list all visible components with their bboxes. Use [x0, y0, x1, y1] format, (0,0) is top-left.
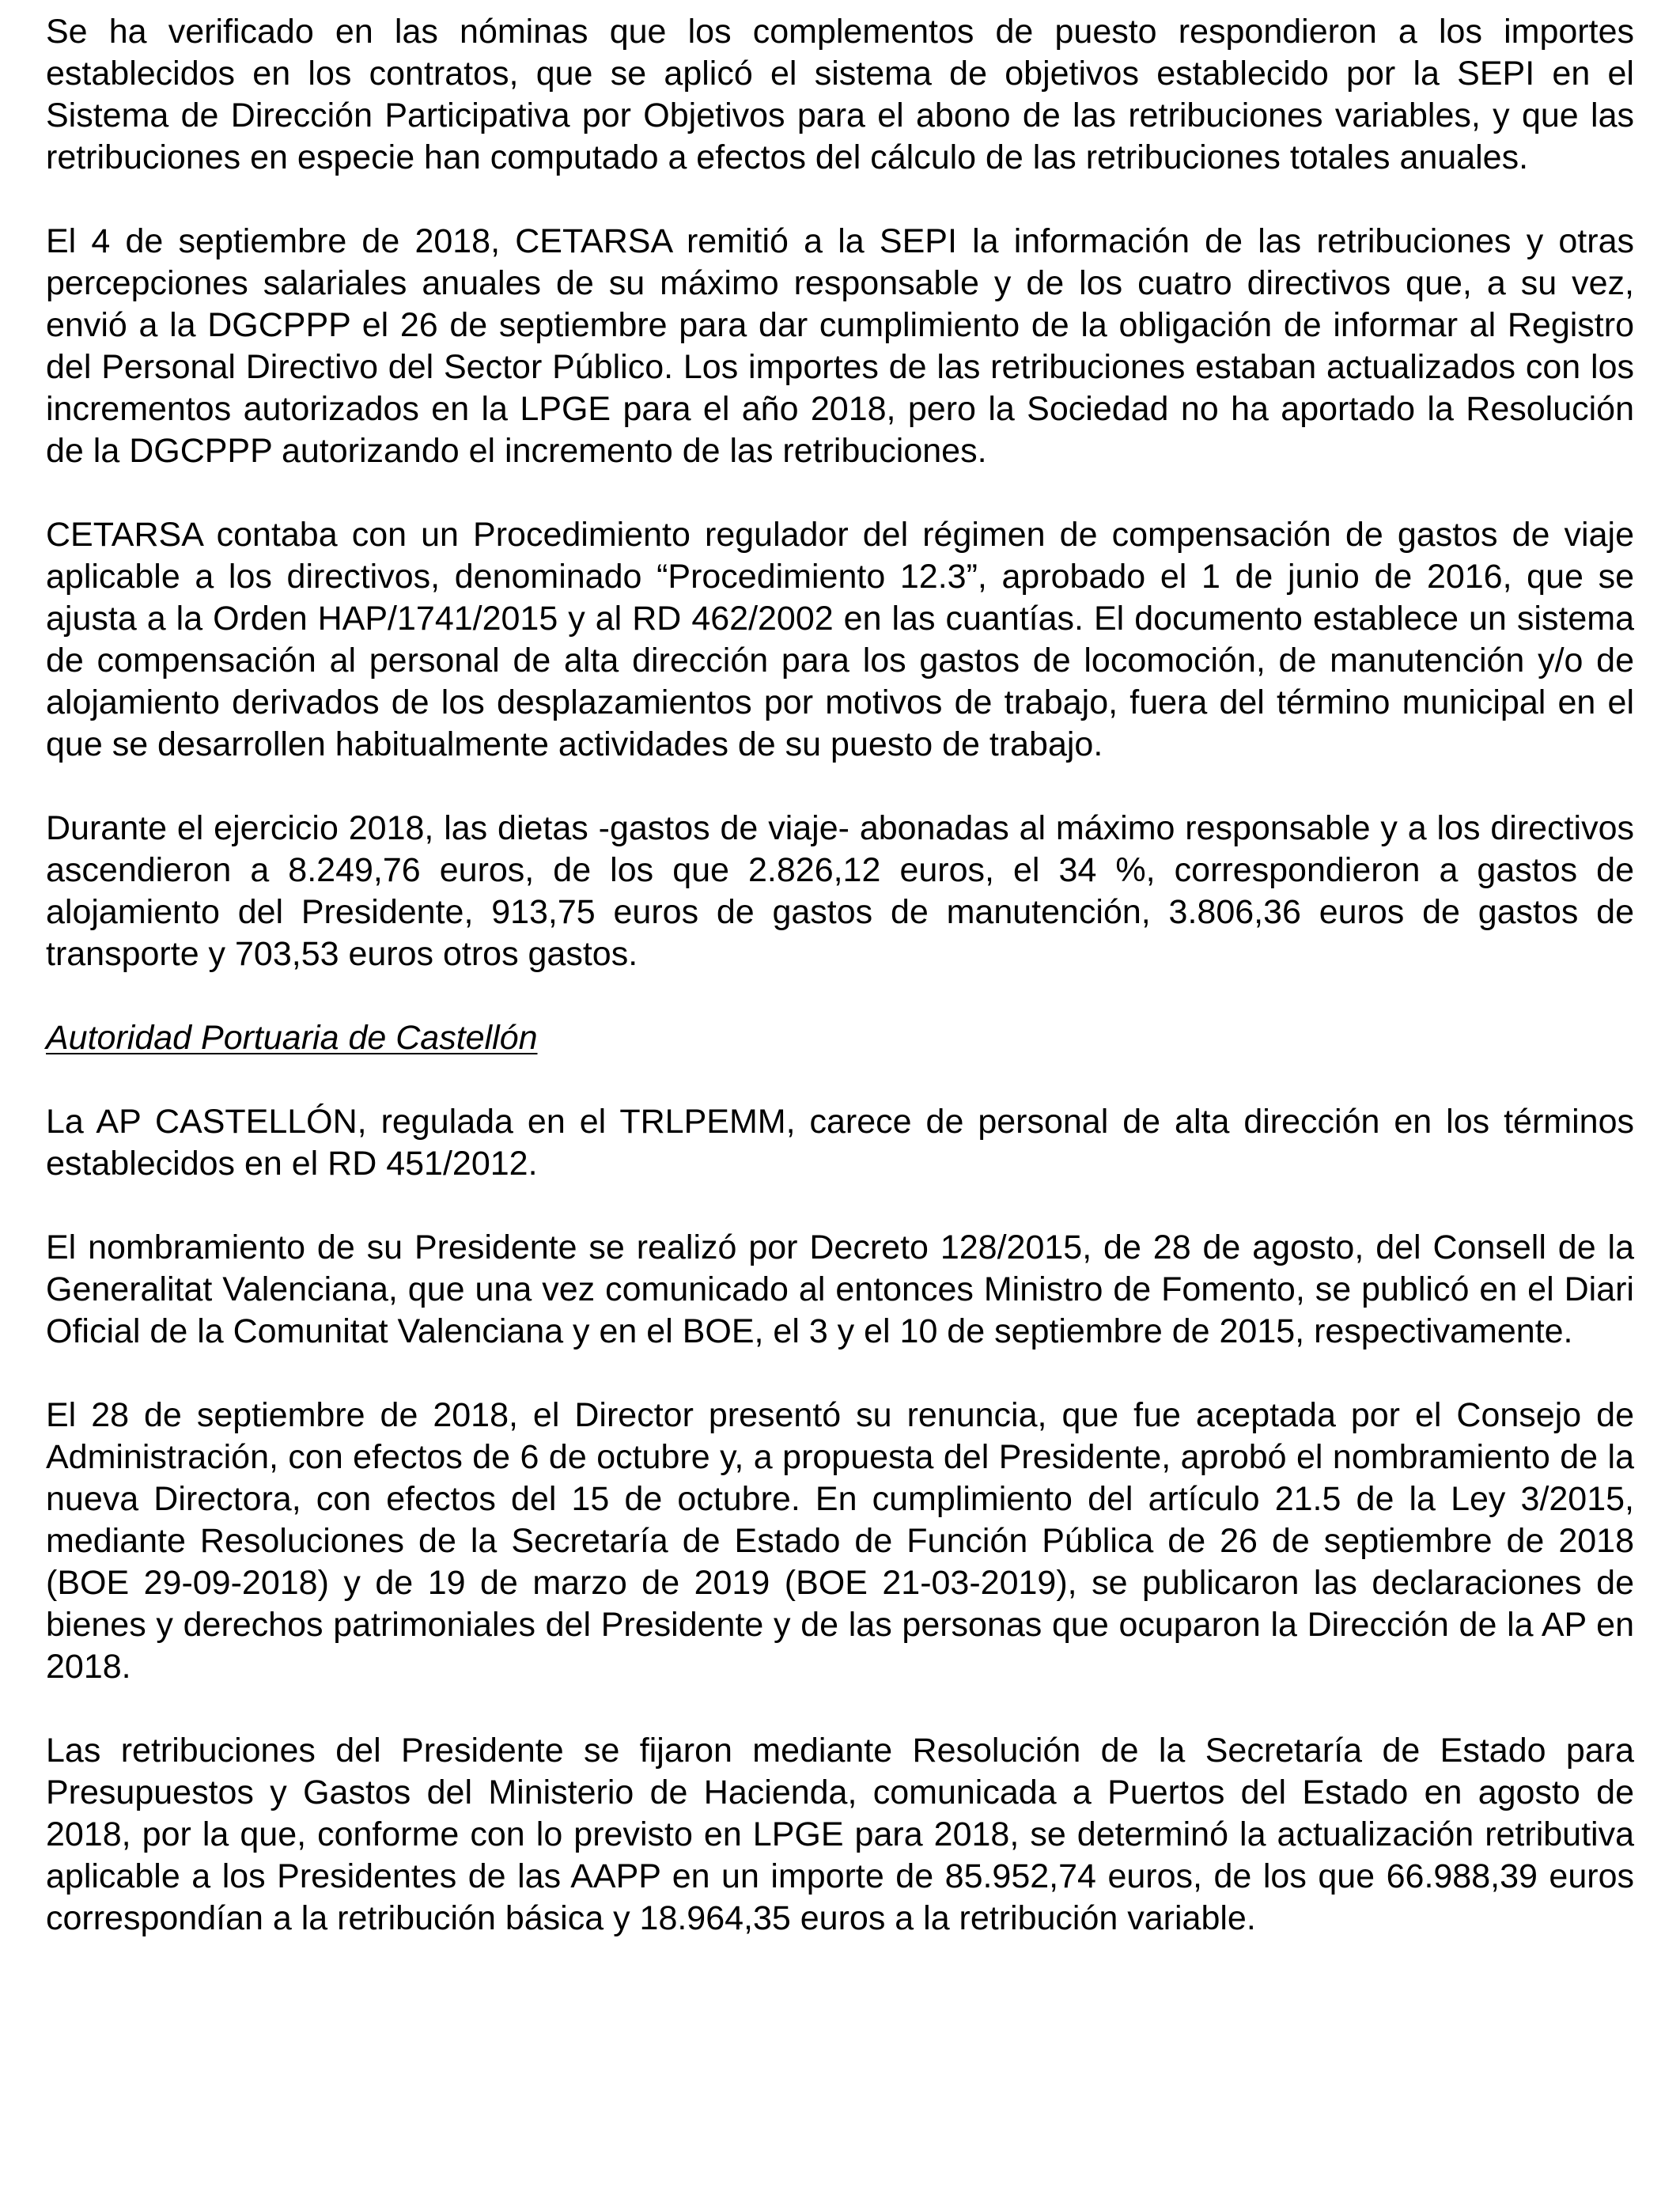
paragraph-renuncia-director: El 28 de septiembre de 2018, el Director presentó su renuncia, que fue aceptada por el Consejo de Administración, con efectos de 6 de octubre y, a propuesta del Presidente, aprobó el nombramiento de la nueva Directora, con efectos del 15 de octubre. En cumplimiento del artículo 21.5 de la Ley 3/2015, mediante Resoluciones de la Secretaría de Estado de Función Pública de 26 de septiembre de 2018 (BOE 29-09-2018) y de 19 de marzo de 2019 (BOE 21-03-2019), se publicaron las declaraciones de bienes y derechos patrimoniales del Presidente y de las personas que ocuparon la Dirección de la AP en 2018. — [46, 1396, 1634, 1686]
paragraph-cetarsa-sepi-retribuciones: El 4 de septiembre de 2018, CETARSA remitió a la SEPI la información de las retribuciones y otras percepciones salariales anuales de su máximo responsable y de los cuatro directivos que, a su vez, envió a la DGCPPP el 26 de septiembre para dar cumplimiento de la obligación de informar al Registro del Personal Directivo del Sector Público. Los importes de las retribuciones estaban actualizados con los incrementos autorizados en la LPGE para el año 2018, pero la Sociedad no ha aportado la Resolución de la DGCPPP autorizando el incremento de las retribuciones. — [46, 222, 1634, 470]
paragraph-nominas-complementos: Se ha verificado en las nóminas que los complementos de puesto respondieron a los importes establecidos en los contratos, que se aplicó el sistema de objetivos establecido por la SEPI en el Sistema de Dirección Participativa por Objetivos para el abono de las retribuciones variables, y que las retribuciones en especie han computado a efectos del cálculo de las retribuciones totales anuales. — [46, 13, 1634, 176]
paragraph-nombramiento-presidente: El nombramiento de su Presidente se realizó por Decreto 128/2015, de 28 de agosto, del Consell de la Generalitat Valenciana, que una vez comunicado al entonces Ministro de Fomento, se publicó en el Diari Oficial de la Comunitat Valenciana y en el BOE, el 3 y el 10 de septiembre de 2015, respectivamente. — [46, 1228, 1634, 1350]
document-page — [46, 11, 1634, 1982]
section-heading-ap-castellon: Autoridad Portuaria de Castellón — [46, 1019, 538, 1057]
paragraph-procedimiento-gastos-viaje: CETARSA contaba con un Procedimiento regulador del régimen de compensación de gastos de viaje aplicable a los directivos, denominado “Procedimiento 12.3”, aprobado el 1 de junio de 2016, que se ajusta a la Orden HAP/1741/2015 y al RD 462/2002 en las cuantías. El documento establece un sistema de compensación al personal de alta dirección para los gastos de locomoción, de manutención y/o de alojamiento derivados de los desplazamientos por motivos de trabajo, fuera del término municipal en el que se desarrollen habitualmente actividades de su puesto de trabajo. — [46, 516, 1634, 763]
paragraph-retribuciones-presidente: Las retribuciones del Presidente se fijaron mediante Resolución de la Secretaría de Estado para Presupuestos y Gastos del Ministerio de Hacienda, comunicada a Puertos del Estado en agosto de 2018, por la que, conforme con lo previsto en LPGE para 2018, se determinó la actualización retributiva aplicable a los Presidentes de las AAPP en un importe de 85.952,74 euros, de los que 66.988,39 euros correspondían a la retribución básica y 18.964,35 euros a la retribución variable. — [46, 1732, 1634, 1937]
paragraph-dietas-2018: Durante el ejercicio 2018, las dietas -gastos de viaje- abonadas al máximo responsable y a los directivos ascendieron a 8.249,76 euros, de los que 2.826,12 euros, el 34 %, correspondieron a gastos de alojamiento del Presidente, 913,75 euros de gastos de manutención, 3.806,36 euros de gastos de transporte y 703,53 euros otros gastos. — [46, 809, 1634, 973]
paragraph-ap-castellon-alta-direccion: La AP CASTELLÓN, regulada en el TRLPEMM, carece de personal de alta dirección en los términos establecidos en el RD 451/2012. — [46, 1103, 1634, 1183]
